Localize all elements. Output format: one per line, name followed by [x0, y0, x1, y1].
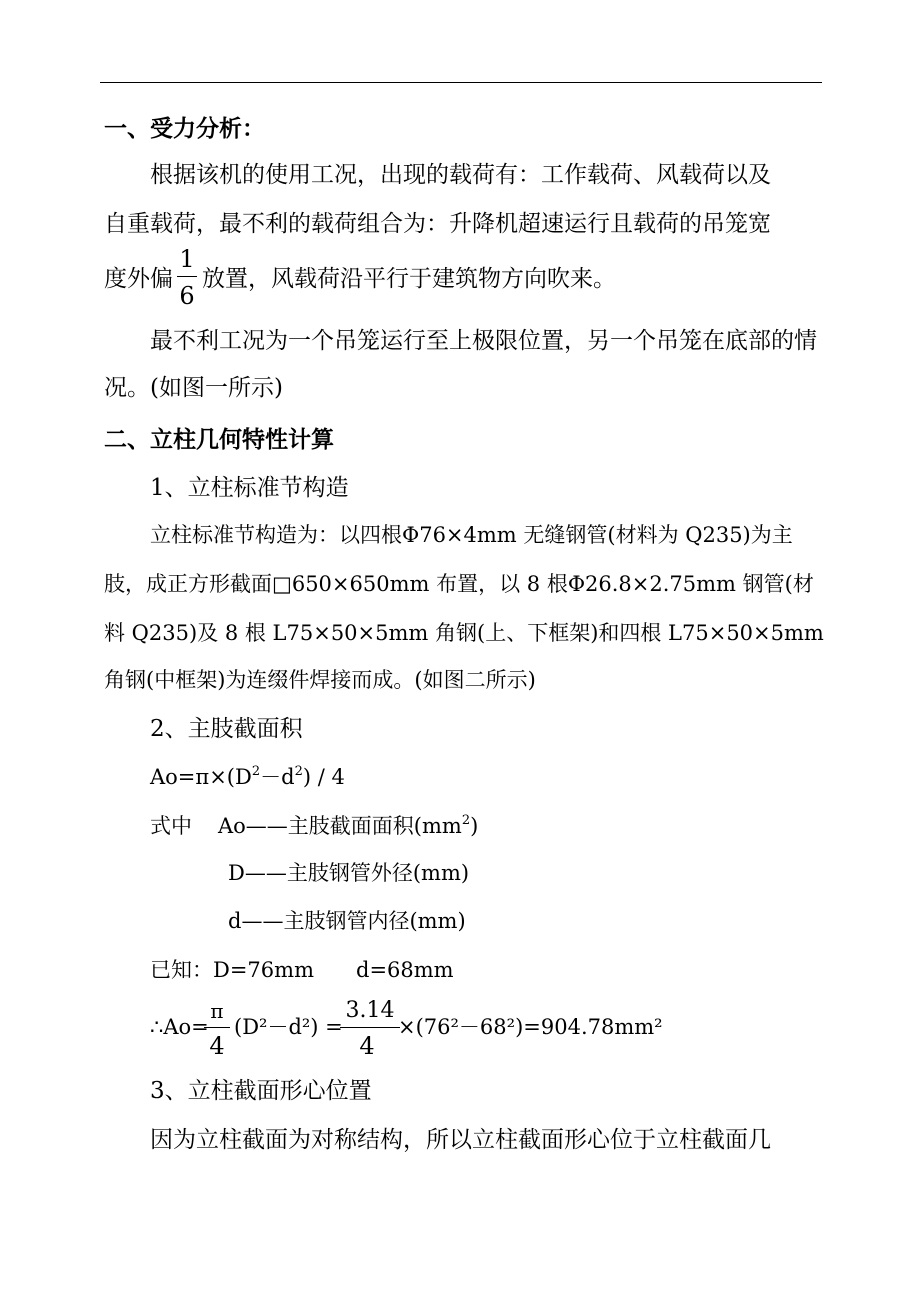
paragraph-line: 立柱标准节构造为：以四根Φ76×4mm 无缝钢管(材料为 Q235)为主 — [150, 523, 793, 547]
paragraph-line: 因为立柱截面为对称结构，所以立柱截面形心位于立柱截面几 — [150, 1127, 771, 1153]
formula-area: $Ao=\pi\times(D^2-d^2) / 4$ — [150, 764, 345, 789]
calc-tail: ×(76²－68²)=904.78mm² — [398, 1015, 663, 1039]
paragraph-line: 自重载荷，最不利的载荷组合为：升降机超速运行且载荷的吊笼宽 — [104, 211, 771, 237]
where-ao: Ao——主肢截面面积$(mm^2)$ — [218, 813, 479, 838]
fraction-numerator: 1 — [179, 245, 195, 273]
fraction-denominator: 6 — [179, 282, 195, 310]
calc-denominator: 4 — [359, 1032, 375, 1060]
where-label: 式中 — [150, 814, 192, 838]
paragraph-line: 放置，风载荷沿平行于建筑物方向吹来。 — [202, 266, 616, 292]
section-heading-2: 二、立柱几何特性计算 — [104, 427, 334, 453]
fraction-bar — [204, 1027, 230, 1028]
paragraph-line: 根据该机的使用工况，出现的载荷有：工作载荷、风载荷以及 — [150, 162, 771, 188]
subsection-heading: 2、主肢截面积 — [150, 716, 303, 742]
calc-prefix: ∴Ao= — [150, 1015, 209, 1039]
known-values: 已知：D=76mm — [150, 958, 314, 982]
calc-numerator: 3.14 — [345, 998, 395, 1023]
paragraph-line: 最不利工况为一个吊笼运行至上极限位置，另一个吊笼在底部的情 — [150, 328, 817, 354]
calc-four: 4 — [209, 1032, 225, 1060]
subsection-heading: 1、立柱标准节构造 — [150, 475, 349, 501]
fraction-bar — [340, 1027, 400, 1028]
where-D: D——主肢钢管外径(mm) — [228, 861, 470, 885]
calc-pi: π — [210, 999, 224, 1023]
section-heading-1: 一、受力分析： — [104, 116, 265, 142]
paragraph-line: 况。(如图一所示) — [104, 375, 283, 401]
header-rule — [100, 82, 822, 83]
calc-mid: (D²－d²) = — [234, 1015, 343, 1039]
subsection-heading: 3、立柱截面形心位置 — [150, 1078, 372, 1104]
where-d: d——主肢钢管内径(mm) — [228, 909, 466, 933]
paragraph-line: 肢，成正方形截面□650×650mm 布置，以 8 根Φ26.8×2.75mm 钢管(材 — [104, 572, 814, 596]
paragraph-line: 料 Q235)及 8 根 L75×50×5mm 角钢(上、下框架)和四根 L75×50×5mm — [104, 621, 824, 645]
known-values-d: d=68mm — [356, 958, 454, 982]
paragraph-line: 度外偏 — [104, 266, 173, 292]
paragraph-line: 角钢(中框架)为连缀件焊接而成。(如图二所示) — [104, 668, 536, 692]
fraction-bar — [177, 276, 197, 277]
